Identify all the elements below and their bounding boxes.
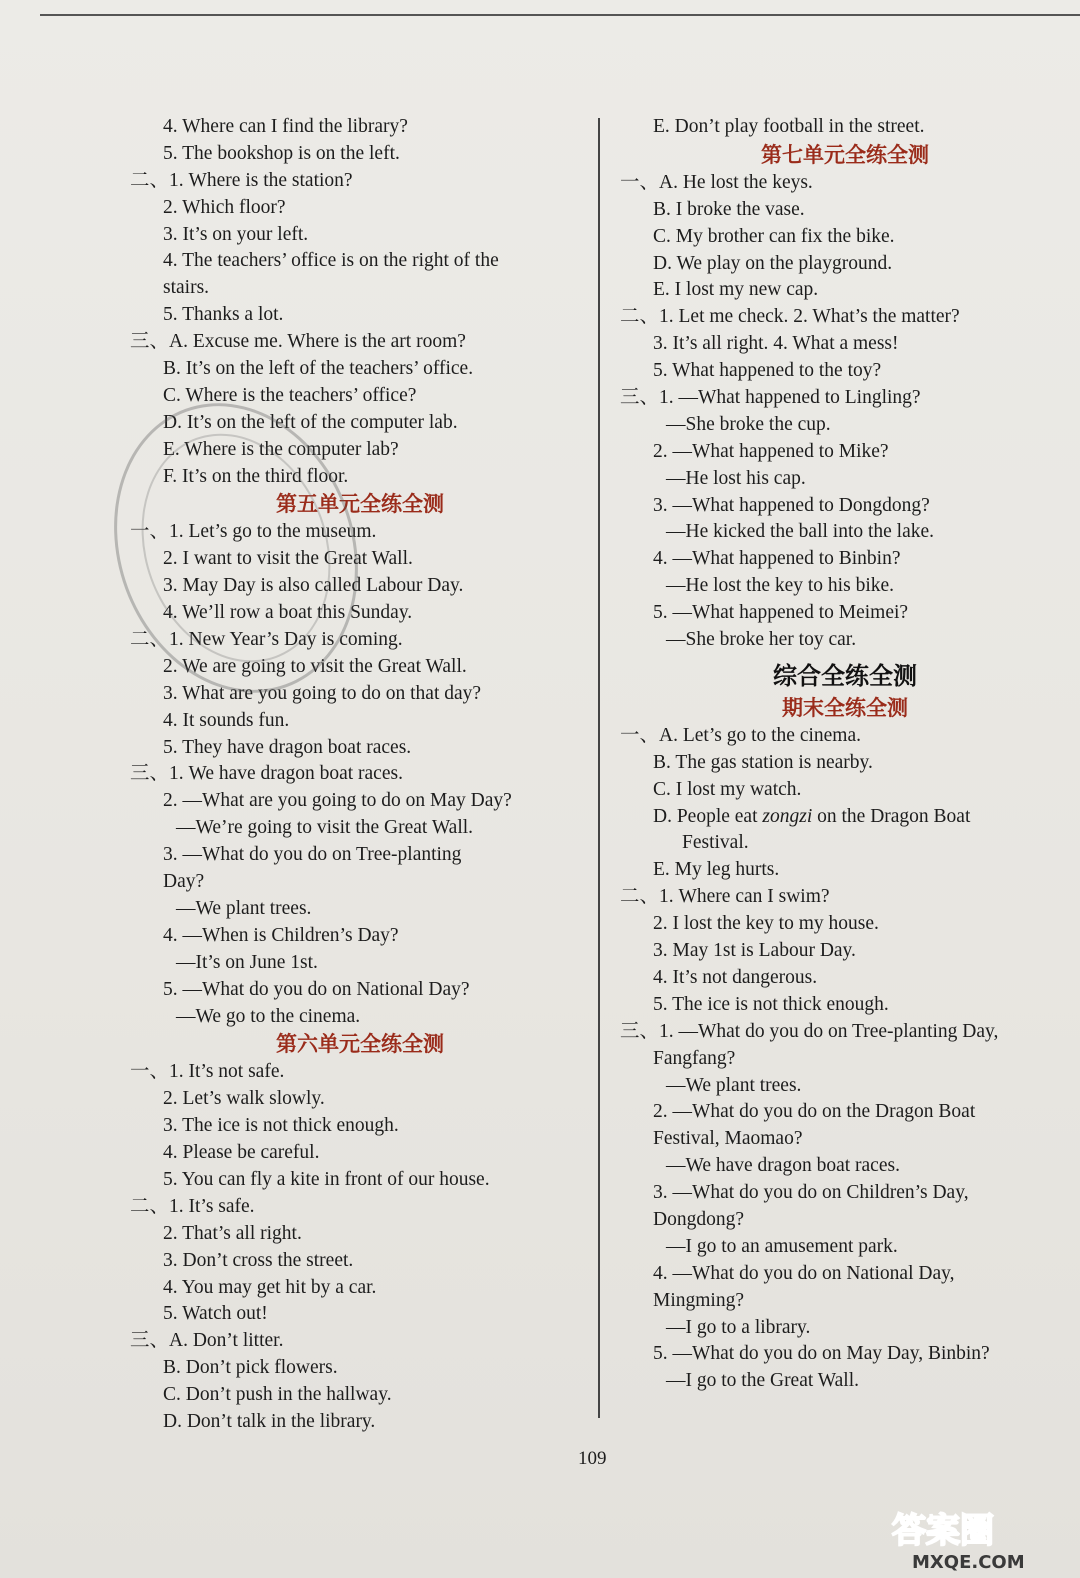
answer-line: B. Don’t pick flowers. (163, 1357, 338, 1379)
answer-line: 2. Which floor? (163, 196, 286, 218)
answer-line: 二、1. Let me check. 2. What’s the matter? (620, 306, 960, 328)
answer-line: 4. —What do you do on National Day, (653, 1262, 955, 1284)
answer-line: 4. Where can I find the library? (163, 116, 408, 137)
answer-line: Festival. (682, 832, 749, 854)
answer-line: —We’re going to visit the Great Wall. (176, 817, 474, 839)
page-number: 109 (578, 1448, 607, 1469)
right-column (620, 114, 1070, 1395)
answer-line: 3. Don’t cross the street. (163, 1249, 354, 1271)
answer-line: 二、1. New Year’s Day is coming. (130, 629, 403, 651)
answer-line: 2. That’s all right. (163, 1222, 302, 1244)
answer-line: 2. I want to visit the Great Wall. (163, 548, 413, 570)
answer-line: C. My brother can fix the bike. (653, 225, 895, 247)
answer-line: Fangfang? (653, 1047, 736, 1069)
answer-line: Festival, Maomao? (653, 1128, 803, 1150)
answer-line: 三、1. —What do you do on Tree-planting Day, (620, 1020, 999, 1042)
answer-line: —He lost the key to his bike. (666, 575, 895, 597)
answer-line: D. People eat zongzi on the Dragon Boat (653, 805, 971, 827)
answer-line: —We have dragon boat races. (666, 1155, 900, 1177)
answer-line: 5. —What happened to Meimei? (653, 602, 909, 624)
answer-line: Dongdong? (653, 1208, 744, 1230)
left-column (130, 114, 590, 1436)
answer-line: E. My leg hurts. (653, 859, 780, 881)
answer-line: 3. The ice is not thick enough. (163, 1115, 399, 1137)
answer-line: —I go to an amusement park. (666, 1235, 898, 1257)
part-title: 综合全练全测 (773, 661, 917, 690)
answer-line: 5. The ice is not thick enough. (653, 993, 889, 1015)
answer-line: E. Where is the computer lab? (163, 438, 399, 460)
answer-line: —She broke the cup. (666, 413, 831, 435)
answer-line: B. It’s on the left of the teachers’ office. (163, 358, 474, 380)
answer-line: 一、A. Let’s go to the cinema. (620, 724, 861, 746)
answer-line: 二、1. Where is the station? (130, 169, 353, 191)
answer-line: —We go to the cinema. (176, 1005, 361, 1027)
answer-line: E. Don’t play football in the street. (653, 116, 925, 137)
column-divider (598, 118, 600, 1418)
answer-line: —We plant trees. (176, 897, 312, 919)
answer-line: C. I lost my watch. (653, 778, 802, 800)
answer-line: 3. —What happened to Dongdong? (653, 494, 930, 516)
section-title: 第五单元全练全测 (276, 492, 444, 517)
answer-line: Day? (163, 871, 205, 893)
answer-line: B. I broke the vase. (653, 198, 805, 220)
answer-line: 5. The bookshop is on the left. (163, 142, 400, 164)
answer-line: 4. It’s not dangerous. (653, 966, 818, 988)
italic-term: zongzi (762, 805, 813, 827)
watermark-logo (880, 1504, 1070, 1574)
answer-line: 3. It’s all right. 4. What a mess! (653, 333, 899, 355)
answer-line: 三、A. Don’t litter. (130, 1330, 284, 1352)
answer-line: 4. —When is Children’s Day? (163, 924, 399, 946)
answer-line: 4. The teachers’ office is on the right of the (163, 250, 499, 272)
answer-line: 5. —What do you do on May Day, Binbin? (653, 1343, 990, 1365)
answer-line: 3. It’s on your left. (163, 223, 309, 245)
answer-line: 三、1. We have dragon boat races. (130, 763, 403, 785)
answer-line: 2. —What are you going to do on May Day? (163, 790, 512, 812)
answer-line: 3. —What do you do on Children’s Day, (653, 1182, 969, 1204)
answer-line: F. It’s on the third floor. (163, 465, 349, 487)
answer-line: 2. We are going to visit the Great Wall. (163, 655, 467, 677)
answer-line: D. It’s on the left of the computer lab. (163, 411, 458, 433)
answer-line: C. Where is the teachers’ office? (163, 384, 417, 406)
answer-line: 4. We’ll row a boat this Sunday. (163, 602, 413, 624)
answer-line: —I go to the Great Wall. (666, 1370, 860, 1392)
section-title: 第七单元全练全测 (761, 142, 929, 167)
answer-line: 2. —What do you do on the Dragon Boat (653, 1101, 976, 1123)
watermark-url: MXQE.COM (912, 1552, 1025, 1573)
answer-line: 3. May 1st is Labour Day. (653, 940, 856, 962)
answer-line: 3. What are you going to do on that day? (163, 682, 482, 704)
answer-line: 一、1. Let’s go to the museum. (130, 521, 377, 543)
answer-line: 一、A. He lost the keys. (620, 171, 813, 193)
answer-line: —He lost his cap. (666, 467, 806, 489)
answer-line: 4. It sounds fun. (163, 709, 290, 731)
answer-line: 二、1. Where can I swim? (620, 886, 830, 908)
answer-line: 2. —What happened to Mike? (653, 440, 889, 462)
answer-line: 5. You can fly a kite in front of our house. (163, 1168, 490, 1190)
answer-line: B. The gas station is nearby. (653, 751, 873, 773)
answer-line: 3. —What do you do on Tree-planting (163, 844, 462, 866)
answer-line: 5. What happened to the toy? (653, 360, 882, 382)
answer-line: 5. Watch out! (163, 1303, 268, 1325)
answer-line: 4. Please be careful. (163, 1142, 320, 1164)
answer-line: —We plant trees. (666, 1074, 802, 1096)
answer-line: 三、A. Excuse me. Where is the art room? (130, 331, 466, 353)
answer-line: 4. —What happened to Binbin? (653, 548, 901, 570)
answer-line: —He kicked the ball into the lake. (666, 521, 935, 543)
section-title: 期末全练全测 (782, 695, 908, 720)
top-rule (40, 14, 1080, 16)
section-title: 第六单元全练全测 (276, 1032, 444, 1057)
answer-line: 二、1. It’s safe. (130, 1195, 255, 1217)
answer-line: 2. I lost the key to my house. (653, 913, 879, 935)
answer-line: E. I lost my new cap. (653, 279, 819, 301)
answer-line: D. Don’t talk in the library. (163, 1410, 376, 1432)
answer-line: 三、1. —What happened to Lingling? (620, 387, 921, 409)
answer-line: stairs. (163, 277, 210, 299)
watermark-logo-text: 答案圈 (892, 1511, 994, 1551)
answer-line: C. Don’t push in the hallway. (163, 1384, 392, 1406)
answer-line: —It’s on June 1st. (176, 951, 318, 973)
answer-line: 2. Let’s walk slowly. (163, 1088, 325, 1110)
answer-line: 4. You may get hit by a car. (163, 1276, 377, 1298)
answer-line: 5. They have dragon boat races. (163, 736, 412, 758)
answer-line: Mingming? (653, 1289, 744, 1311)
answer-line: 5. Thanks a lot. (163, 304, 284, 326)
answer-line: 5. —What do you do on National Day? (163, 978, 470, 1000)
answer-line: 3. May Day is also called Labour Day. (163, 575, 464, 597)
answer-line: 一、1. It’s not safe. (130, 1061, 285, 1083)
answer-line: —She broke her toy car. (666, 629, 857, 651)
answer-line: D. We play on the playground. (653, 252, 893, 274)
answer-line: —I go to a library. (666, 1316, 811, 1338)
